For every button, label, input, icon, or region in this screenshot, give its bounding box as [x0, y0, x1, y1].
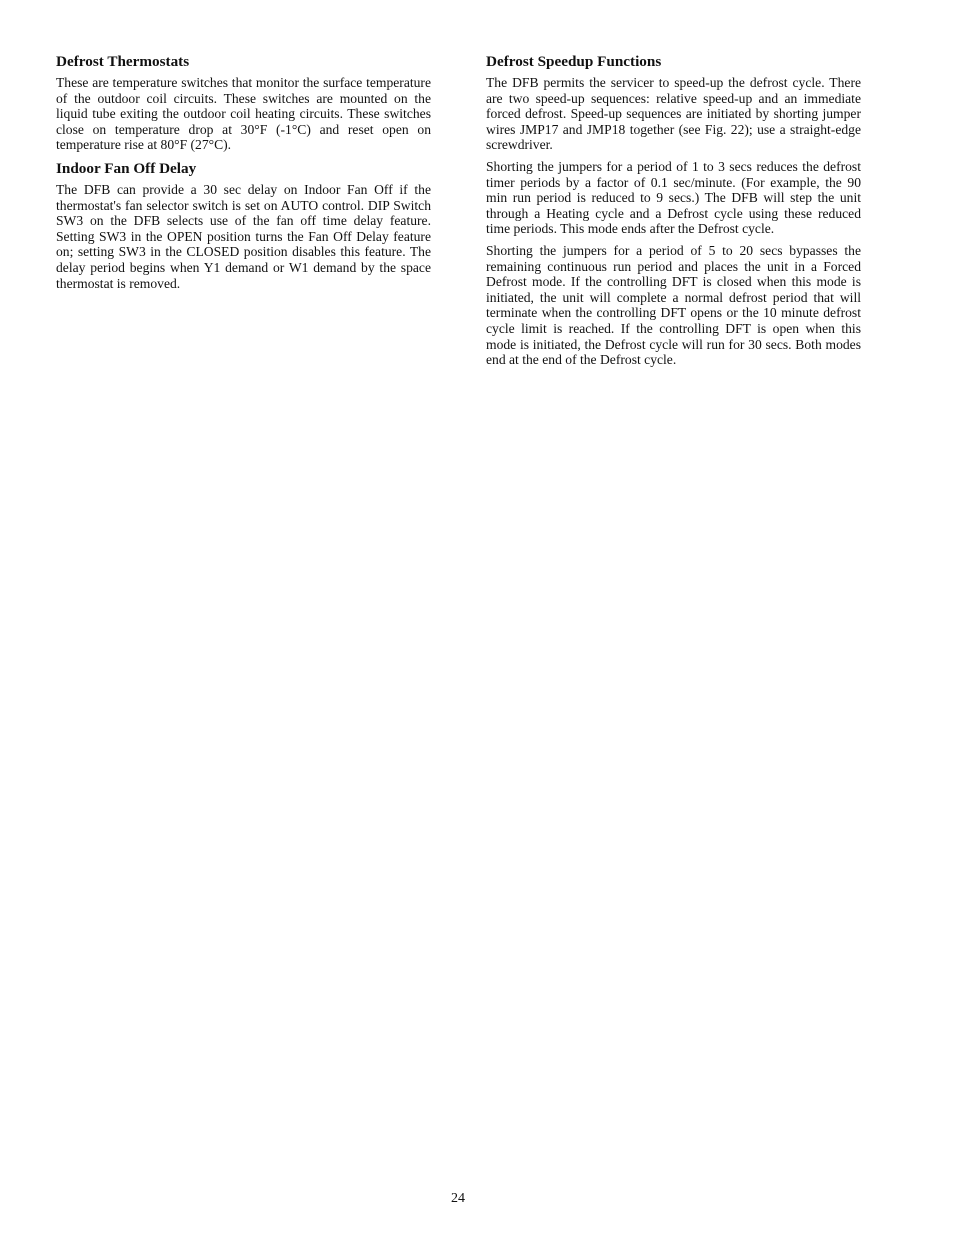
- section-heading-indoor-fan-off-delay: Indoor Fan Off Delay: [56, 159, 197, 177]
- page-number: 24: [451, 1191, 465, 1206]
- paragraph-relative-speedup: Shorting the jumpers for a period of 1 to 3 secs reduces the defrost timer periods by a factor of 0.1 sec/minute. (For example, the 90 min run period is reduced to 9 secs.) The DFB will step the unit through a Heating cycle and a Defrost cycle using these reduced time periods. This mode ends after the Defrost cycle.: [486, 158, 861, 237]
- right-column: [486, 52, 861, 374]
- section-heading-defrost-thermostats: Defrost Thermostats: [56, 53, 190, 70]
- paragraph-indoor-fan-off-delay: The DFB can provide a 30 sec delay on Indoor Fan Off if the thermostat's fan selector switch is set on AUTO control. DIP Switch SW3 on the DFB selects use of the fan off time delay feature. Setting SW3 in the OPEN position turns the Fan Off Delay feature on; setting SW3 in the CLOSED position disables this feature. The delay period begins when Y1 demand or W1 demand by the space thermostat is removed.: [56, 181, 431, 291]
- left-column: [56, 52, 431, 297]
- paragraph-defrost-thermostats: These are temperature switches that monitor the surface temperature of the outdoor coil circuits. These switches are mounted on the liquid tube exiting the outdoor coil heating circuits. These switches close on temperature drop at 30°F (-1°C) and reset open on temperature rise at 80°F (27°C).: [56, 75, 431, 153]
- paragraph-speedup-intro: The DFB permits the servicer to speed-up the defrost cycle. There are two speed-up sequences: relative speed-up and an immediate forced defrost. Speed-up sequences are initiated by shorting jumper wires JMP17 and JMP18 together (see Fig. 22); use a straight-edge screwdriver.: [486, 75, 861, 153]
- section-heading-defrost-speedup-functions: Defrost Speedup Functions: [486, 53, 662, 70]
- paragraph-forced-defrost: Shorting the jumpers for a period of 5 to 20 secs bypasses the remaining continuous run period and places the unit in a Forced Defrost mode. If the controlling DFT is closed when this mode is initiated, the unit will complete a normal defrost period that will terminate when the controlling DFT opens or the 10 minute defrost cycle limit is reached. If the controlling DFT is open when this mode is initiated, the Defrost cycle will run for 30 secs. Both modes end at the end of the Defrost cycle.: [486, 242, 861, 368]
